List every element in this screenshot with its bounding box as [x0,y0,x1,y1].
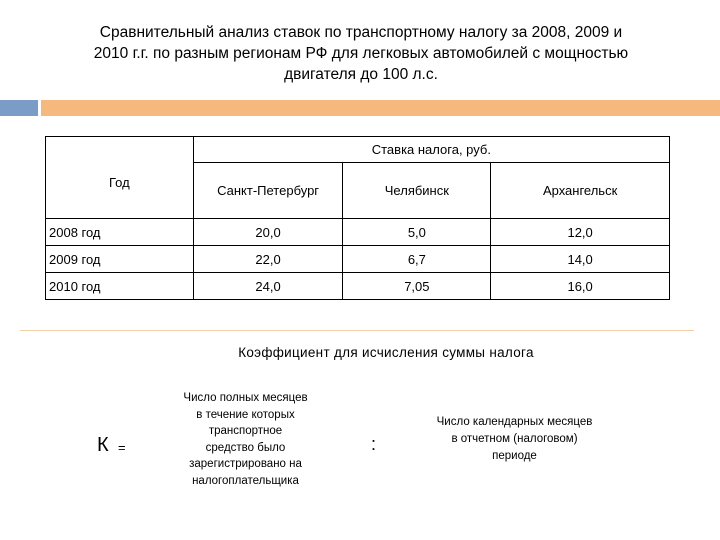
value-cell: 16,0 [491,273,670,300]
title-line-3: двигателя до 100 л.с. [284,66,438,83]
k-symbol: К [97,434,109,456]
value-cell: 6,7 [343,246,491,273]
value-cell: 22,0 [193,246,343,273]
year-cell: 2008 год [46,219,194,246]
division-colon: : [371,434,377,454]
tax-rates-table [45,136,670,300]
denominator-line: в отчетном (налоговом) [451,433,578,445]
title-line-2: 2010 г.г. по разным регионам РФ для легковых автомобилей с мощностью [93,45,629,62]
formula-denominator [412,414,617,465]
value-cell: 12,0 [491,219,670,246]
year-cell: 2009 год [46,246,194,273]
value-cell: 24,0 [193,273,343,300]
denominator-line: Число календарных месяцев [436,416,593,428]
slide-title [40,22,682,85]
numerator-line: Число полных месяцев [183,392,308,404]
region-header-chelyabinsk: Челябинск [343,163,491,219]
value-cell: 20,0 [193,219,343,246]
numerator-line: транспортное [208,425,283,437]
table-row [46,273,670,300]
section-divider [20,330,694,331]
rate-header: Ставка налога, руб. [193,137,669,163]
region-header-arkhangelsk: Архангельск [491,163,670,219]
numerator-line: средство было [205,441,286,454]
table-header-row [46,137,670,163]
table-row [46,246,670,273]
table-row [46,219,670,246]
value-cell: 14,0 [491,246,670,273]
denominator-line: периоде [492,450,537,462]
numerator-line: налогоплательщика [192,474,299,487]
coefficient-title: Коэффициент для исчисления суммы налога [238,345,534,360]
region-header-spb: Санкт-Петербург [193,163,343,219]
numerator-line: в течение которых [196,408,295,421]
title-line-1: Сравнительный анализ ставок по транспортному налогу за 2008, 2009 и [99,24,623,41]
equals-sign: = [118,440,126,455]
accent-bar-orange [41,100,720,116]
year-cell: 2010 год [46,273,194,300]
numerator-line: зарегистрировано на [189,458,302,470]
value-cell: 7,05 [343,273,491,300]
year-header: Год [46,137,194,219]
value-cell: 5,0 [343,219,491,246]
accent-bar-blue [0,100,38,116]
formula-numerator [168,390,323,489]
